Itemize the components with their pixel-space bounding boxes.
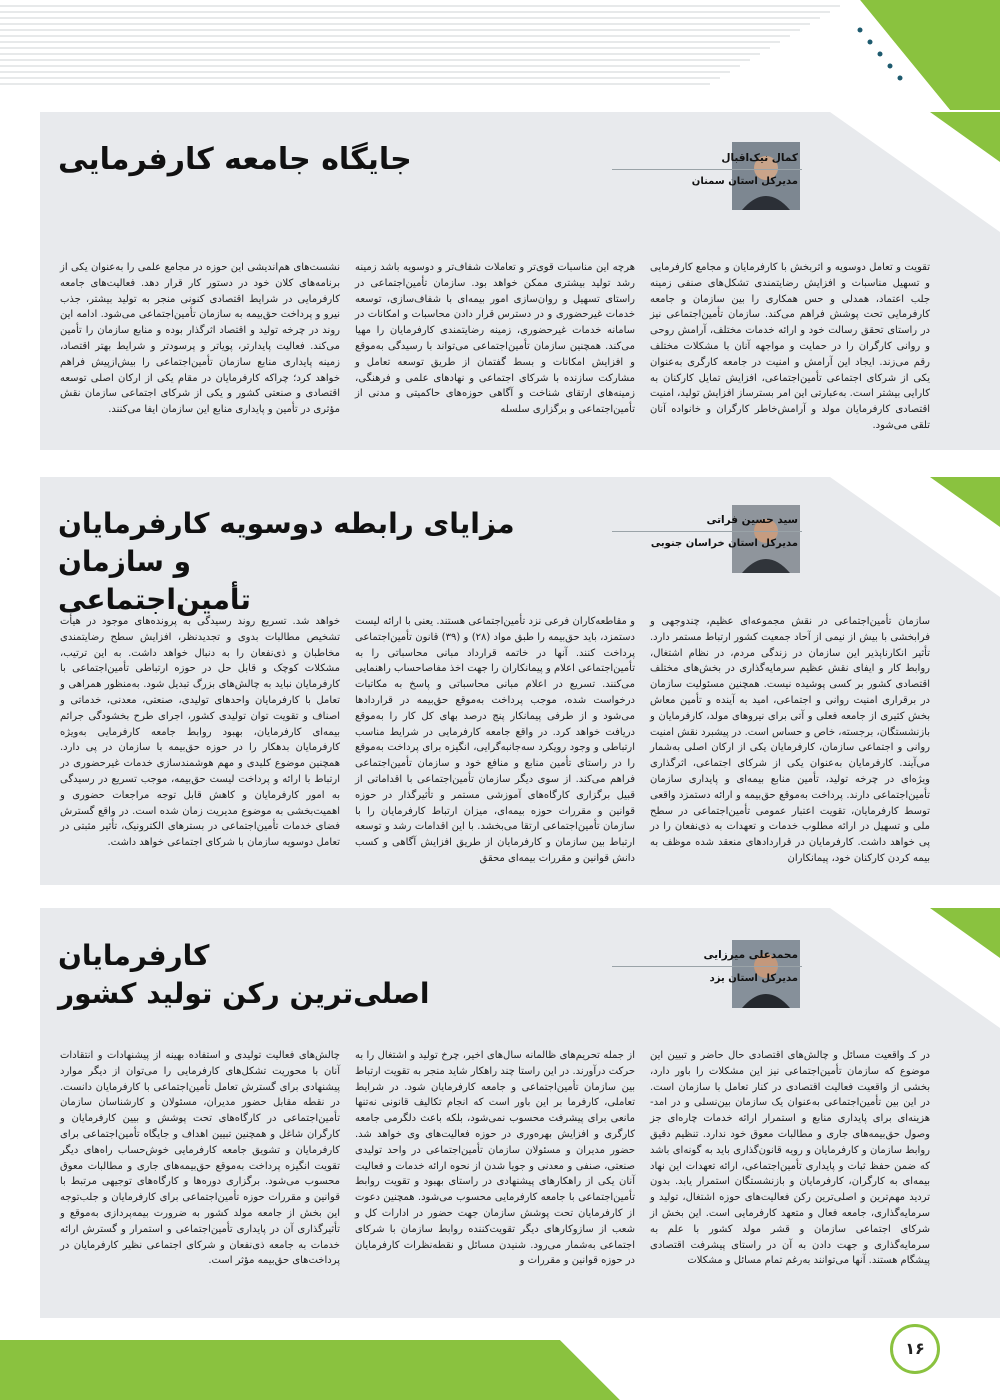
article-3-column-2: از جمله تحریم‌های ظالمانه سال‌های اخیر، چرخ تولید و اشتغال را به حرکت درآورند. در این راستا چند راهکار شاید منجر به تقویت ارتباط بین سازمان تأمین‌اجتماعی و جامعه کارفرمایان شود. در شرایط تعاملی، کارفرما بر این باور است که انجام تکالیف قانونی نه‌تنها مانعی برای پیشرفت محسوب نمی‌شود، بلکه باعث دلگرمی جامعه کارگری و افزایش بهره‌وری در حوزه فعالیت‌های وی خواهد شد. حضور مدیران و مسئولان سازمان تأمین‌اجتماعی در واحد تولیدی صنعتی، صنفی و معدنی و جویا شدن از نحوه ارائه خدمات و فعالیت آنان یکی از راهکارهای پیشنهادی در راستای بهبود و تقویت روابط تأمین‌اجتماعی با جامعه کارفرمایی محسوب می‌شود. همچنین دعوت از کارفرمایان تحت پوشش سازمان جهت حضور در ادارات کل و شعب از سازوکارهای دیگر تقویت‌کننده روابط سازمان با شرکای اجتماعی به‌شمار می‌رود. شنیدن مسائل و نقطه‌نظرات کارفرمایان در حوزه قوانین و مقررات و [355, 1050, 635, 1267]
author-role: مدیرکل استان یزد [709, 973, 798, 984]
article-1-author [612, 146, 802, 187]
headline-line: تأمین‌اجتماعی [58, 582, 251, 616]
article-2-column-2: و مقاطعه‌کاران فرعی نزد تأمین‌اجتماعی هستند. یعنی با ارائه لیست دستمزد، باید حق‌بیمه را طبق مواد (۲۸) و (۳۹) قانون تأمین‌اجتماعی پرداخت کنند. آنها در خاتمه قرارداد مبانی محاسباتی را به تأمین‌اجتماعی اعلام و پیمانکاران را جهت اخذ مفاصاحساب راهنمایی می‌کنند. تسریع در اعلام مبانی محاسباتی و پاسخ به مکاتبات درخواست شده، موجب پرداخت به‌موقع حق‌بیمه در قراردادها می‌شود و از طرفی پیمانکار پنج درصد بهای کل کار را به‌موقع دریافت خواهد کرد. در واقع جامعه کارفرمایی در شرایط مناسب ارتباطی و وجود رویکرد سه‌جانبه‌گرایی، انگیزه برای پرداخت به‌موقع را در راستای تأمین منابع و منافع خود و سازمان تأمین‌اجتماعی فراهم می‌کند. از سوی دیگر سازمان تأمین‌اجتماعی با اقداماتی از قبیل برگزاری کارگاه‌های آموزشی مستمر و تأثیرگذار در حوزه قوانین و مقررات حوزه بیمه‌ای، میزان ارتباط کارفرمایان را با سازمان تأمین‌اجتماعی ارتقا می‌بخشد. با این اقدامات رشد و توسعه ارتباط بین سازمان و کارفرمایان از طریق افزایش آگاهی و کسب دانش قوانین و مقررات بیمه‌ای محقق [355, 616, 635, 864]
author-role: مدیرکل استان خراسان جنوبی [650, 538, 798, 549]
footer-green-band [0, 1340, 1000, 1400]
article-2-corner-tab [830, 477, 1000, 597]
article-1-corner-tab [830, 112, 1000, 232]
header-stripes [0, 0, 860, 110]
author-name: محمدعلی میرزایی [703, 949, 798, 961]
headline-line: جایگاه جامعه کارفرمایی [58, 142, 412, 177]
article-1-column-3: نشست‌های هم‌اندیشی این حوزه در مجامع علمی را به‌عنوان یکی از برنامه‌های کلان خود در دستور کار قرار دهد. فعالیت‌های جامعه کارفرمایی در شرایط اقتصادی کنونی منجر به تولید بیشتر، جذب نیرو و پرداخت حق‌بیمه به سازمان تأمین‌اجتماعی می‌شود. ادامه این روند در چرخه تولید و اقتصاد اثرگذار بوده و منابع سازمان را تأمین می‌کند. فعالیت پایدارتر، پویاتر و پرسودتر و شرایط بهتر اقتصاد، زمینه پایداری منابع سازمان تأمین‌اجتماعی را بیش‌ازپیش فراهم خواهد کرد؛ چراکه کارفرمایان در مقام یکی از ارکان اصلی توسعه اقتصادی و صنعتی کشور و یکی از شرکای اجتماعی سازمان نقش مؤثری در تأمین و پایداری منابع این سازمان ایفا می‌کنند. [60, 262, 340, 416]
article-2-column-3: خواهد شد. تسریع روند رسیدگی به پرونده‌های موجود در هیأت تشخیص مطالبات بدوی و تجدیدنظر، افزایش سطح رضایتمندی مخاطبان و ذی‌نفعان را به دنبال خواهد داشت. به این ترتیب، مشکلات کوچک و قابل حل در حوزه ارتباطی تأمین‌اجتماعی با کارفرمایان نباید به چالش‌های بزرگ تبدیل شود. به‌منظور همراهی و تعامل با کارفرمایان واحدهای تولیدی، صنعتی، معدنی، خدماتی و اصناف و تقویت توان تولیدی کشور، اجرای طرح بخشودگی جرائم بیمه‌ای کارفرمایان، بهبود روابط جامعه کارفرمایی به‌ویژه کارفرمایان بدهکار را در حوزه حق‌بیمه با سازمان در پی دارد. همچنین موضوع کلیدی و مهم هوشمندسازی خدمات غیرحضوری در ارتباط با ارائه و پرداخت لیست حق‌بیمه، موجب تسریع در رسیدگی به امور کارفرمایان و کاهش قابل توجه مراجعات حضوری و اهمیت‌بخشی به موضوع مدیریت زمان شده است. در واقع گسترش فضای خدمات تأمین‌اجتماعی در بسترهای الکترونیک، تأثیر مثبتی در تعامل دوسویه سازمان با شرکای اجتماعی خواهد داشت. [60, 616, 340, 849]
article-3-corner-tab [830, 908, 1000, 1028]
corner-green-shape [800, 0, 1000, 110]
article-3-headline [58, 937, 518, 1013]
article-3-column-3: چالش‌های فعالیت تولیدی و استفاده بهینه از پیشنهادات و انتقادات آنان با محوریت تشکل‌های کارفرمایی را می‌توان از دیگر موارد پیشنهادی برای گسترش تعامل تأمین‌اجتماعی با کارفرمایان دانست. در نقطه مقابل حضور مدیران، مسئولان و کارشناسان سازمان تأمین‌اجتماعی در کارگاه‌های تحت پوشش و بیین کارفرمایان و کارگران شاغل و همچنین تبیین اهداف و جایگاه تأمین‌اجتماعی برای کارفرمایان و تشویق جامعه کارفرمایی خوش‌حساب راه‌های دیگر تقویت انگیزه پرداخت به‌موقع حق‌بیمه‌های جاری و مطالبات معوق محسوب می‌شود. برگزاری دوره‌ها و کارگاه‌های توجیهی مرتبط با قوانین و مقررات حوزه تأمین‌اجتماعی برای کارفرمایان و جلب‌توجه این بخش از جامعه مولد کشور به ضرورت بیمه‌پردازی به‌موقع و تأثیرگذاری آن در پایداری تأمین‌اجتماعی و استمرار و گسترش ارائه خدمات به جامعه ذی‌نفعان و شرکای اجتماعی نظیر کارفرمایان در پرداخت‌های حق‌بیمه مؤثر است. [60, 1050, 340, 1267]
article-2-headline [58, 505, 518, 618]
article-2-column-1: سازمان تأمین‌اجتماعی در نقش مجموعه‌ای عظیم، چندوجهی و فرابخشی با بیش از نیمی از آحاد جمعیت کشور ارتباط مستمر دارد. تأثیر انکارناپذیر این سازمان در زندگی مردم، در نظام اشتغال، روابط کار و ایفای نقش عظیم سرمایه‌گذاری در بخش‌های مختلف اقتصادی کشور بر کسی پوشیده نیست. همچنین مسئولیت سازمان در برقراری امنیت روانی و اجتماعی، امید به آینده و تأمین معاش بخش کثیری از جامعه فعلی و آتی برای نیروهای مولد، کارفرمایان و بازنشستگان، برجسته، خاص و حساس است. در پیشبرد نقش امنیت روانی و اجتماعی سازمان، کارفرمایان یکی از ارکان اصلی به‌شمار می‌آیند. کارفرمایان به‌عنوان یکی از شرکای اجتماعی، اثرگذاری ویژه‌ای در چرخه تولید، تأمین منابع بیمه‌ای و پایداری سازمان تأمین‌اجتماعی دارند. پرداخت به‌موقع حق‌بیمه و ارائه دستمزد واقعی توسط کارفرمایان، تقویت اعتبار عمومی تأمین‌اجتماعی در سطح ملی و تسهیل در ارائه مطلوب خدمات و تعهدات به ذی‌نفعان را در پی خواهد داشت. کارفرمایان در قراردادهای منعقد شده موظف به بیمه کردن کارکنان خود، پیمانکاران [650, 616, 930, 864]
author-role: مدیرکل استان سمنان [691, 176, 798, 187]
article-1-headline [58, 140, 518, 181]
headline-line: مزایای رابطه دوسویه کارفرمایان و سازمان [58, 507, 515, 578]
headline-line: اصلی‌ترین رکن تولید کشور [58, 976, 430, 1010]
article-1-column-1: تقویت و تعامل دوسویه و اثربخش با کارفرمایان و مجامع کارفرمایی و تسهیل مناسبات و افزایش رضایتمندی تشکل‌های صنفی زمینه جلب اعتماد، همدلی و حس همکاری را بین سازمان و جامعه کارفرمایی تحت پوشش فراهم می‌کند. سازمان تأمین‌اجتماعی نیز در راستای تحقق رسالت خود و ارائه خدمات مختلف، آرامش روحی و روانی کارگران را در حمایت و مواجهه آنان با مشکلات مختلف رقم می‌زند. ایجاد این آرامش و امنیت در جامعه کارگری به‌عنوان یکی از شرکای اجتماعی تأمین‌اجتماعی، افزایش تمایل کارکنان به کارایی بیشتر است. به‌عبارتی این امر بستر‌ساز افزایش تولید، امنیت اقتصادی کارفرمایان مولد و آرامش‌خاطر کارگران و خانواده آنان تلقی می‌شود. [650, 262, 930, 431]
article-3-column-1: در کـ واقعیت مسائل و چالش‌های اقتصادی حال حاضر و تبیین این موضوع که سازمان تأمین‌اجتماعی نیز این مشکلات را باور دارد، بخشی از واقعیت فعالیت اقتصادی در کنار تعامل با سازمان است. در این بین تأمین‌اجتماعی به‌عنوان یک سازمان بین‌نسلی و در امد- هزینه‌ای برای پایداری منابع و استمرار ارائه خدمات چاره‌ای جز وصول حق‌بیمه‌های جاری و مطالبات معوق خود ندارد. تنظیم دقیق روابط سازمان و کارفرمایان و رویه قانون‌گذاری باید به گونه‌ای باشد که ضمن حفظ ثبات و پایداری تأمین‌اجتماعی، ارائه تعهدات این نهاد بیمه‌ای به کارگران، کارفرمایان و بازنشستگان استمرار یابد. بدون تردید مهم‌ترین و اصلی‌ترین رکن فعالیت‌های حوزه اشتغال، تولید و سرمایه‌گذاری، جامعه فعال و متعهد کارفرمایی است. این بخش از شرکای اجتماعی سازمان و قشر مولد کشور با علم به سرمایه‌گذاری و جهت دادن به آن در راستای پیشرفت اقتصادی پیشگام هستند. آنها می‌توانند به‌رغم تمام مسائل و مشکلات [650, 1050, 930, 1267]
author-name: کمال نیک‌اقبال [721, 152, 798, 164]
article-3-author [612, 943, 802, 984]
article-1-column-2: هرچه این مناسبات قوی‌تر و تعاملات شفاف‌تر و دوسویه باشد زمینه رشد تولید بیشتری ممکن خواهد بود. سازمان تأمین‌اجتماعی در راستای تسهیل و روان‌سازی امور بیمه‌ای با شفاف‌سازی، توسعه خدمات غیرحضوری و در دسترس قرار دادن محاسبات و امکانات در سامانه خدمات غیرحضوری، زمینه رضایتمندی کارفرمایان را مهیا می‌کند. همچنین سازمان تأمین‌اجتماعی می‌تواند با رسیدگی به‌موقع و افزایش امکانات و بسط گفتمان از طریق توسعه تعامل و مشارکت سازنده با شرکای اجتماعی و نهادهای علمی و فرهنگی، زمینه‌های ارتقای شناخت و آگاهی حوزه‌های حاکمیتی و مدنی از تأمین‌اجتماعی و برگزاری سلسله [355, 262, 635, 416]
article-2-author [612, 508, 802, 549]
author-name: سید حسین فراتی [706, 514, 798, 526]
headline-line: کارفرمایان [58, 939, 210, 972]
page-number: ۱۶ [890, 1324, 940, 1374]
